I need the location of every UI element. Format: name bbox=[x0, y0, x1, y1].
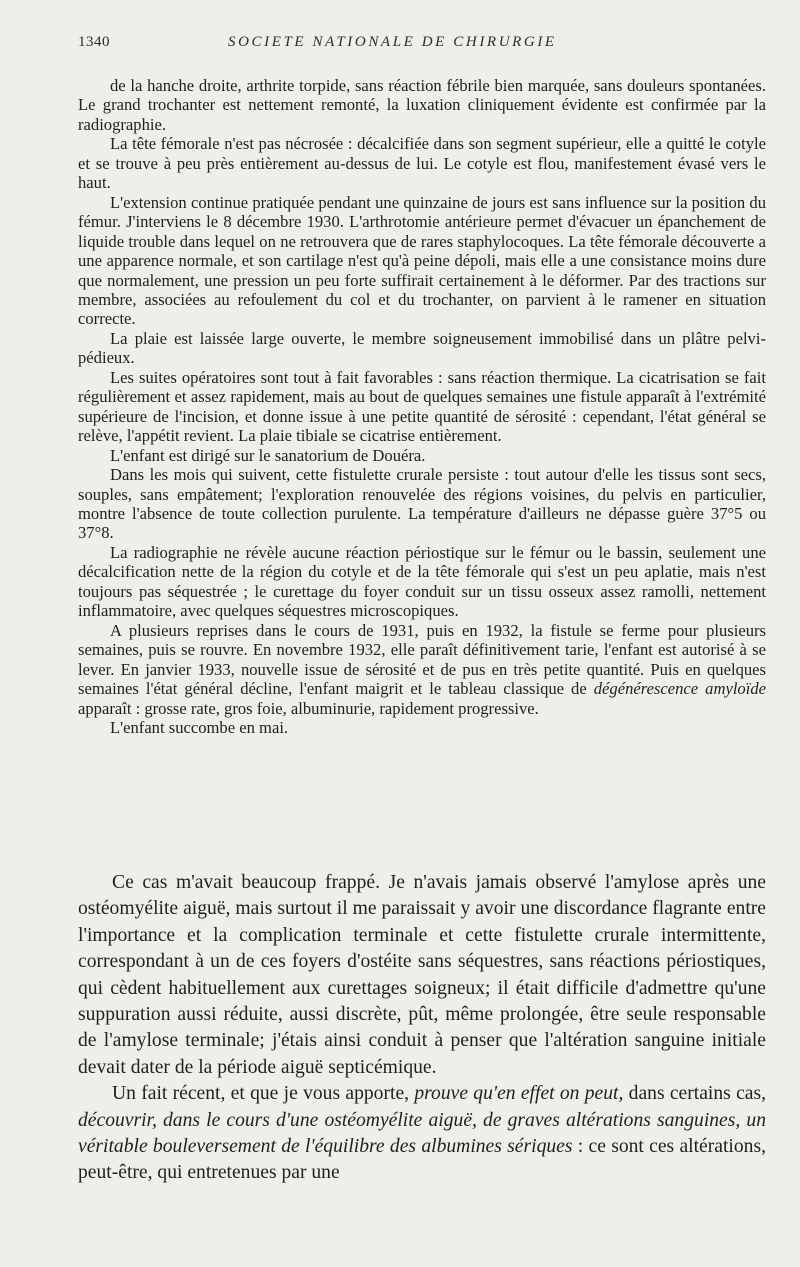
page-number: 1340 bbox=[78, 34, 110, 50]
paragraph-9-before: A plusieurs reprises dans le cours de 1931, puis en 1932, la fistule se ferme pour plusieurs semaines, puis se rouvre. En novembre 1932, elle paraît définitivement tarie, l'enfant est autorisé à se lever. En janvier 1933, nouvelle issue de sérosité et de pus en très petite quantité. Puis en quelques semaines l'état général décline, l'enfant maigrit et le tableau classique de bbox=[78, 620, 766, 699]
case-report-text bbox=[78, 76, 766, 737]
page-header bbox=[78, 34, 764, 56]
paragraph-8: La radiographie ne révèle aucune réaction périostique sur le fémur ou le bassin, seulement une décalcification nette de la région du cotyle et de la tête fémorale qui s'est un peu aplatie, mais n'est toujours pas séquestrée ; le curettage du foyer conduit sur un tissu osseux assez ramolli, nettement inflammatoire, avec quelques séquestres microscopiques. bbox=[78, 542, 766, 621]
discussion-paragraph-2 bbox=[78, 1081, 766, 1187]
paragraph-2: La tête fémorale n'est pas nécrosée : décalcifiée dans son segment supérieur, elle a quitté le cotyle et se trouve à peu près entièrement au-dessus de lui. Le cotyle est flou, manifestement évasé vers le haut. bbox=[78, 134, 766, 193]
discussion-text bbox=[78, 870, 766, 1187]
paragraph-9-emphasis: dégénérescence amyloïde bbox=[593, 679, 766, 699]
paragraph-6: L'enfant est dirigé sur le sanatorium de Douéra. bbox=[110, 445, 426, 465]
paragraph-9 bbox=[78, 621, 766, 718]
running-title: SOCIETE NATIONALE DE CHIRURGIE bbox=[228, 34, 557, 50]
paragraph-7: Dans les mois qui suivent, cette fistulette crurale persiste : tout autour d'elle les tissus sont secs, souples, sans empâtement; l'exploration renouvelée des régions voisines, du pelvis en particulier, montre l'absence de toute collection purulente. La température d'ailleurs ne dépasse guère 37°5 ou 37°8. bbox=[78, 465, 766, 543]
paragraph-9-after: apparaît : grosse rate, gros foie, albuminurie, rapidement progressive. bbox=[78, 698, 539, 718]
paragraph-4: La plaie est laissée large ouverte, le membre soigneusement immobilisé dans un plâtre pelvi-pédieux. bbox=[78, 328, 766, 368]
paragraph-5: Les suites opératoires sont tout à fait favorables : sans réaction thermique. La cicatrisation se fait régulièrement et assez rapidement, mais au bout de quelques semaines une fistule apparaît à l'extrémité supérieure de l'incision, et donne issue à une petite quantité de sérosité : cependant, l'état général se relève, l'appétit revient. La plaie tibiale se cicatrise entièrement. bbox=[78, 367, 766, 446]
paragraph-3: L'extension continue pratiquée pendant une quinzaine de jours est sans influence sur la position du fémur. J'interviens le 8 décembre 1930. L'arthrotomie antérieure permet d'évacuer un épanchement de liquide trouble dans lequel on ne retrouvera que de rares staphylocoques. La tête fémorale découverte a une apparence normale, et son cartilage n'est qu'à peine dépoli, mais elle a une consistance moins dure que normalement, une pression un peu forte suffirait certainement à le déformer. Par des tractions sur membre, associées au refoulement du col et du trochanter, on parvient à le ramener en situation correcte. bbox=[78, 192, 766, 329]
discussion-paragraph-2-after-2: : ce sont ces altérations, peut-être, qui entretenues par une bbox=[78, 1136, 766, 1184]
discussion-paragraph-2-emphasis-2: découvrir, dans le cours d'une ostéomyélite aiguë, de graves altérations sanguines, un véritable bouleversement de l'équilibre des albumines sériques bbox=[78, 1109, 766, 1158]
discussion-paragraph-2-after: dans certains cas, bbox=[623, 1083, 766, 1105]
discussion-paragraph-2-emphasis: prouve qu'en effet on peut, bbox=[414, 1083, 624, 1105]
paragraph-1: de la hanche droite, arthrite torpide, sans réaction fébrile bien marquée, sans douleurs spontanées. Le grand trochanter est nettement remonté, la luxation cliniquement évidente est confirmée par la radiographie. bbox=[78, 76, 766, 134]
paragraph-10: L'enfant succombe en mai. bbox=[110, 717, 289, 737]
discussion-paragraph-1: Ce cas m'avait beaucoup frappé. Je n'avais jamais observé l'amylose après une ostéomyélite aiguë, mais surtout il me paraissait y avoir une discordance flagrante entre l'importance et la complication terminale et cette fistulette crurale intermittente, correspondant à un de ces foyers d'ostéite sans séquestres, sans réactions périostiques, qui cèdent habituellement aux curettages soigneux; il était difficile d'admettre qu'une suppuration aussi réduite, aussi discrète, pût, même prolongée, être seule responsable de l'amylose terminale; j'étais ainsi conduit à penser que l'altération sanguine initiale devait dater de la période aiguë septicémique. bbox=[78, 872, 766, 1078]
discussion-paragraph-2-before: Un fait récent, et que je vous apporte, bbox=[112, 1083, 415, 1105]
